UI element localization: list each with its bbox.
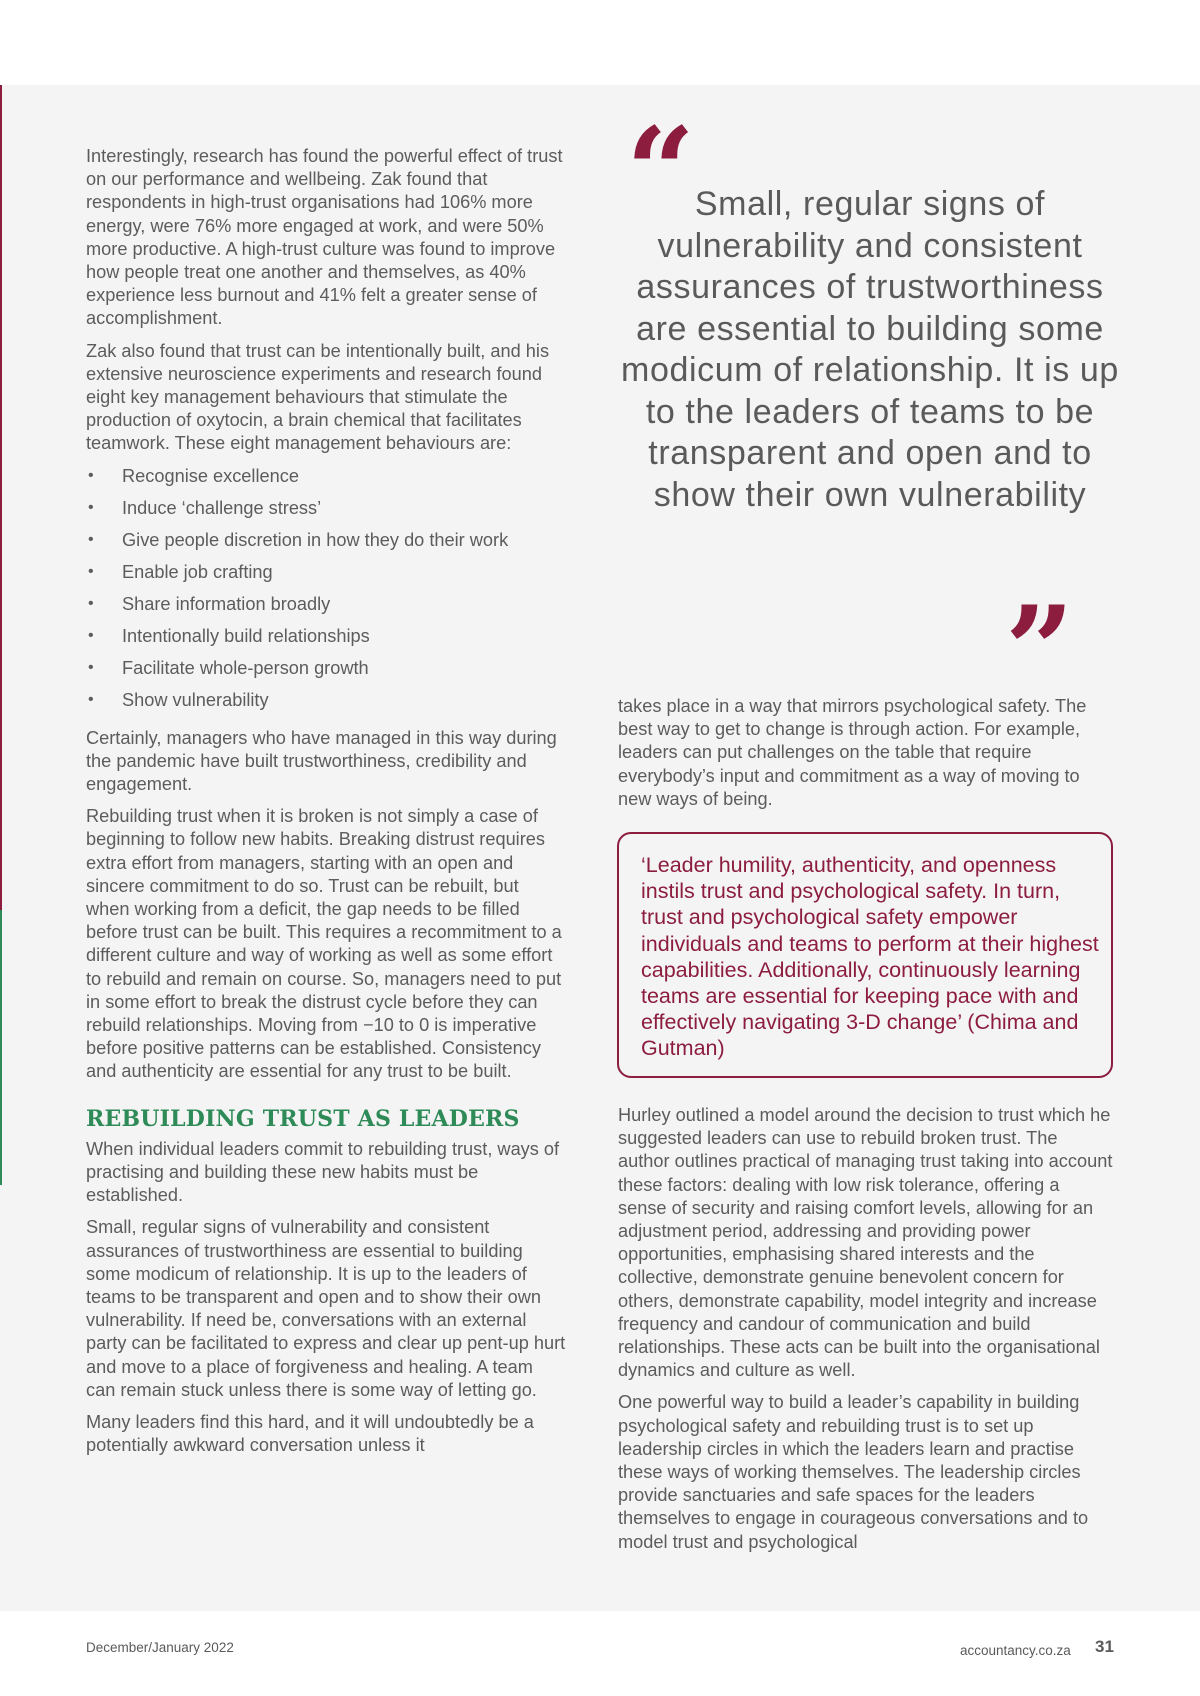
right-column-bottom bbox=[618, 1104, 1113, 1563]
page-number: 31 bbox=[1095, 1637, 1114, 1656]
bullet-icon: • bbox=[88, 690, 94, 708]
body-paragraph: One powerful way to build a leader’s capability in building psychological safety and rebuilding trust is to set up leadership circles in which the leaders learn and practise these ways of working themselves. The leadership circles provide sanctuaries and safe spaces for the leaders themselves to engage in courageous conversations and to model trust and psychological bbox=[618, 1392, 1089, 1552]
open-quote-icon: “ bbox=[626, 101, 696, 242]
list-item bbox=[86, 625, 566, 657]
page-edge-accent-green bbox=[0, 910, 2, 1185]
list-item-label: Show vulnerability bbox=[122, 689, 269, 710]
right-column-top bbox=[618, 695, 1113, 820]
list-item bbox=[86, 497, 566, 529]
list-item bbox=[86, 465, 566, 497]
list-item-label: Enable job crafting bbox=[122, 561, 273, 582]
bullet-icon: • bbox=[88, 530, 94, 548]
pull-quote-text: Small, regular signs of vulnerability and consistent assurances of trustworthiness are essential to building some modicum of relationship. It is up to the leaders of teams to be transparent and open and to show their own vulnerability bbox=[621, 185, 1119, 514]
body-paragraph: Many leaders find this hard, and it will undoubtedly be a potentially awkward conversation unless it bbox=[86, 1411, 534, 1456]
bullet-icon: • bbox=[88, 562, 94, 580]
body-paragraph: Small, regular signs of vulnerability and consistent assurances of trustworthiness are essential to building some modicum of relationship. It is up to the leaders of teams to be transparent and open and to show their own vulnerability. If need be, conversations with an external party can be facilitated to express and clear up pent-up hurt and move to a place of forgiveness and healing. A team can remain stuck unless there is some way of letting go. bbox=[86, 1217, 566, 1400]
pull-quote bbox=[620, 101, 1120, 721]
management-behaviours-list bbox=[86, 465, 566, 721]
body-paragraph: Interestingly, research has found the powerful effect of trust on our performance and wellbeing. Zak found that respondents in high-trust organisations had 106% more energy, were 76% more engaged at work, and were 50% more productive. A high-trust culture was found to improve how people treat one another and themselves, as 40% experience less burnout and 41% felt a greater sense of accomplishment. bbox=[86, 146, 563, 329]
body-paragraph: When individual leaders commit to rebuilding trust, ways of practising and building these new habits must be established. bbox=[86, 1138, 560, 1206]
list-item-label: Induce ‘challenge stress’ bbox=[122, 497, 322, 518]
body-paragraph: Certainly, managers who have managed in this way during the pandemic have built trustworthiness, credibility and engagement. bbox=[86, 727, 557, 795]
body-paragraph: Hurley outlined a model around the decision to trust which he suggested leaders can use to rebuild broken trust. The author outlines practical of managing trust taking into account these factors: dealing with low risk tolerance, offering a sense of security and raising comfort levels, allowing for an adjustment period, addressing and providing power opportunities, emphasising shared interests and the collective, demonstrate genuine benevolent concern for others, demonstrate capability, model integrity and increase frequency and candour of communication and build relationships. These acts can be built into the organisational dynamics and culture as well. bbox=[618, 1105, 1113, 1381]
list-item-label: Give people discretion in how they do their work bbox=[122, 529, 509, 550]
bullet-icon: • bbox=[88, 498, 94, 516]
list-item-label: Facilitate whole-person growth bbox=[122, 657, 369, 678]
page-edge-accent-burgundy bbox=[0, 85, 2, 910]
body-paragraph: Zak also found that trust can be intentionally built, and his extensive neuroscience experiments and research found eight key management behaviours that stimulate the production of oxytocin, a brain chemical that facilitates teamwork. These eight management behaviours are: bbox=[86, 340, 550, 454]
footer-issue-date: December/January 2022 bbox=[86, 1640, 234, 1655]
footer-website: accountancy.co.za bbox=[960, 1643, 1071, 1658]
list-item-label: Intentionally build relationships bbox=[122, 625, 370, 646]
bullet-icon: • bbox=[88, 658, 94, 676]
bullet-icon: • bbox=[88, 466, 94, 484]
list-item bbox=[86, 689, 566, 721]
close-quote-icon: ” bbox=[1005, 580, 1075, 721]
list-item bbox=[86, 529, 566, 561]
list-item bbox=[86, 561, 566, 593]
left-column bbox=[86, 145, 566, 1466]
bullet-icon: • bbox=[88, 594, 94, 612]
list-item bbox=[86, 657, 566, 689]
list-item bbox=[86, 593, 566, 625]
body-paragraph: Rebuilding trust when it is broken is not simply a case of beginning to follow new habits. Breaking distrust requires extra effort from managers, starting with an open and sincere commitment to do so. Trust can be rebuilt, but when working from a deficit, the gap needs to be filled before trust can be built. This requires a recommitment to a different culture and way of working as well as some effort to rebuild and remain on course. So, managers need to put in some effort to break the distrust cycle before they can rebuild relationships. Moving from −10 to 0 is imperative before positive patterns can be established. Consistency and authenticity are essential for any trust to be built. bbox=[86, 806, 562, 1082]
list-item-label: Recognise excellence bbox=[122, 465, 299, 486]
body-paragraph: takes place in a way that mirrors psychological safety. The best way to get to change is through action. For example, leaders can put challenges on the table that require everybody’s input and commitment as a way of moving to new ways of being. bbox=[618, 696, 1087, 809]
bullet-icon: • bbox=[88, 626, 94, 644]
section-heading: REBUILDING TRUST AS LEADERS bbox=[86, 1105, 520, 1132]
callout-quote-text: ‘Leader humility, authenticity, and openness instils trust and psychological safety. In turn, trust and psychological safety empower individuals and teams to perform at their highest capabilities. Additionally, continuously learning teams are essential for keeping pace with and effectively navigating 3-D change’ (Chima and Gutman) bbox=[641, 853, 1099, 1061]
citation-callout-box bbox=[617, 832, 1113, 1078]
list-item-label: Share information broadly bbox=[122, 593, 331, 614]
